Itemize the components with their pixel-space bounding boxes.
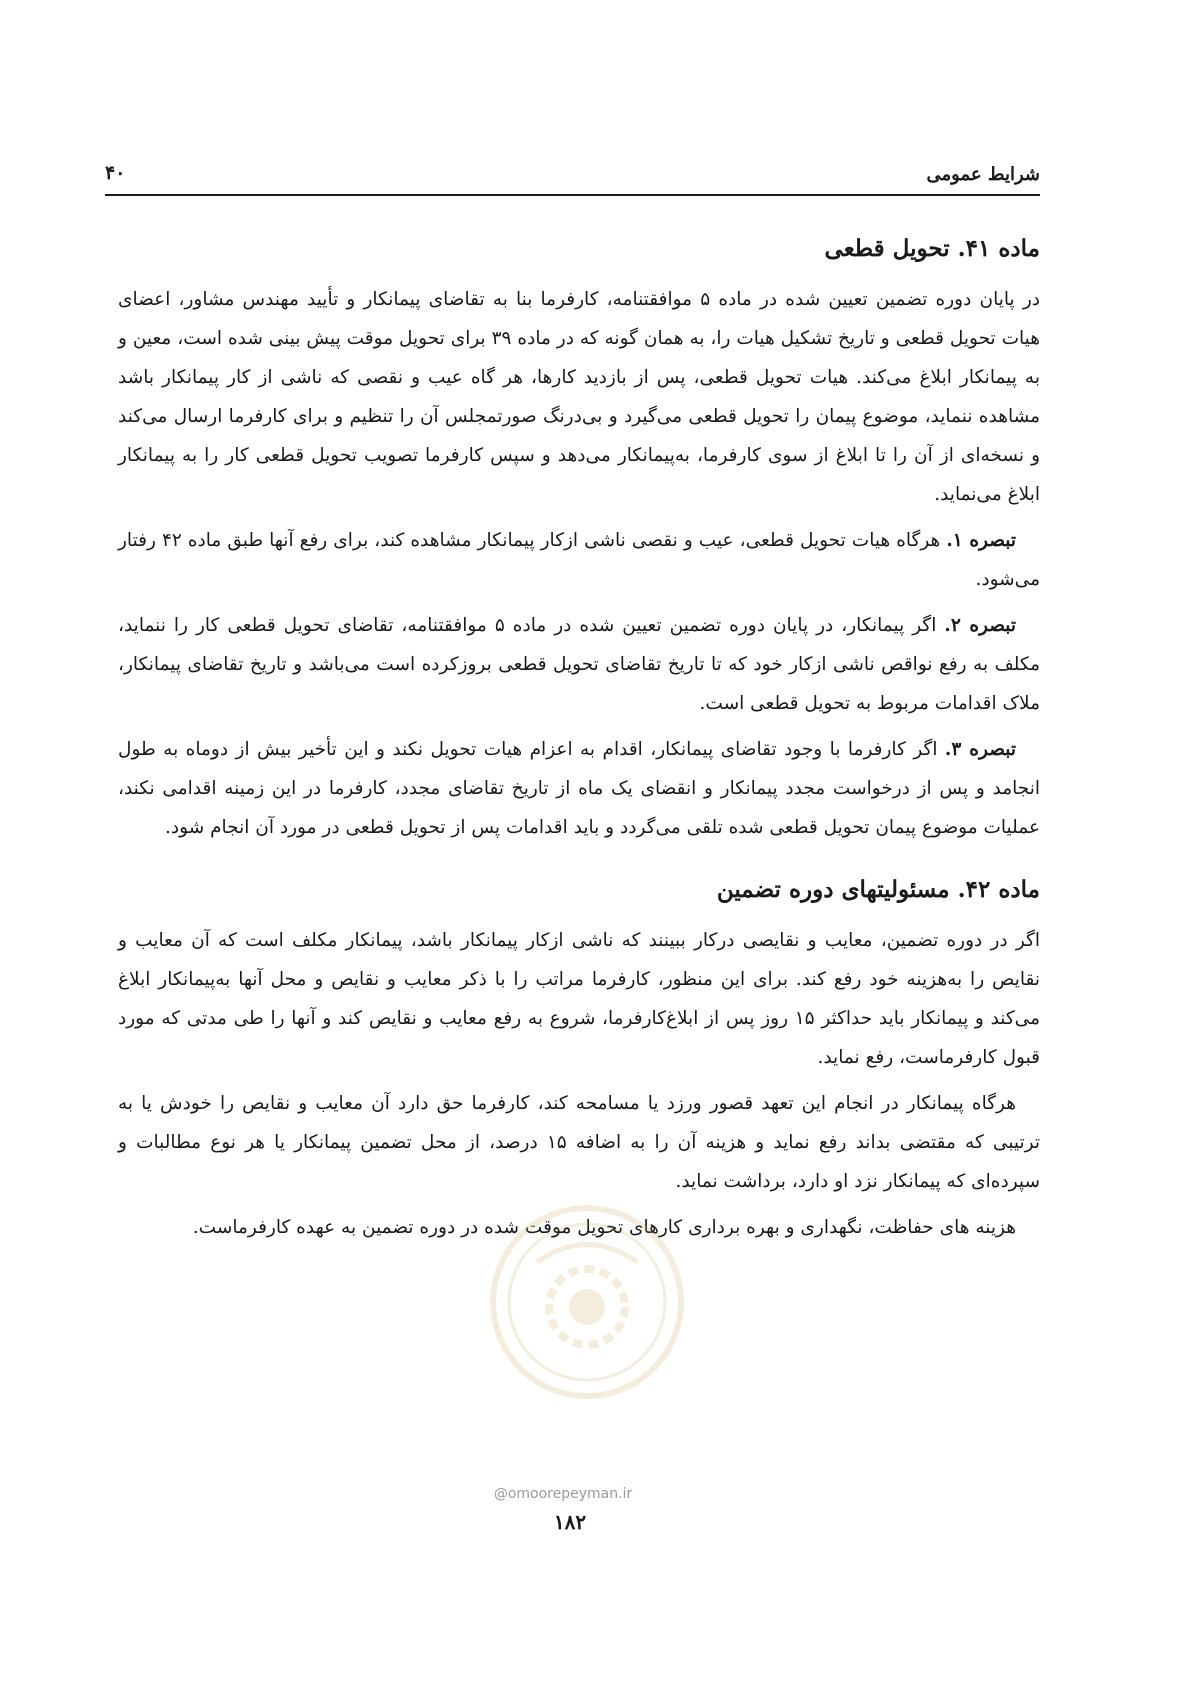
running-header-number: ۴۰ — [105, 162, 126, 184]
note-2-label: تبصره ۲. — [944, 615, 1016, 636]
note-1-text: هرگاه هیات تحویل قطعی، عیب و نقصی ناشی ازکار پیمانکار مشاهده کند، برای رفع آنها طبق ماده ۴۲ رفتار می‌شود. — [118, 530, 1040, 590]
watermark-seal-icon — [487, 1202, 687, 1402]
page-number: ۱۸۲ — [553, 1510, 587, 1534]
article-42-paragraph-3: هزینه های حفاظت، نگهداری و بهره برداری کارهای تحویل موقت شده در دوره تضمین به عهده کارفرماست. — [192, 1217, 1016, 1238]
section-gap — [118, 847, 1040, 873]
article-42-paragraph-2: هرگاه پیمانکار در انجام این تعهد قصور ورزد یا مسامحه کند، کارفرما حق دارد آن معایب و نقایص را خودش یا به ترتیبی که مقتضی بداند رفع نماید و هزینه آن را به اضافه ۱۵ درصد، از محل تضمین پیمانکار یا هر نوع مطالبات و سپرده‌ای که پیمانکار نزد او دارد، برداشت نماید. — [118, 1093, 1041, 1192]
article-41-paragraph: در پایان دوره تضمین تعیین شده در ماده ۵ موافقتنامه، کارفرما بنا به تقاضای پیمانکار و تأیید مهندس مشاور، اعضای هیات تحویل قطعی و تاریخ تشکیل هیات را، به همان گونه که در ماده ۳۹ برای تحویل موقت پیش بینی شده است، معین و به پیمانکار ابلاغ می‌کند. هیات تحویل قطعی، پس از بازدید کارها، هر گاه عیب و نقصی که ناشی از کار پیمانکار باشد مشاهده ننماید، موضوع پیمان را تحویل قطعی می‌گیرد و بی‌درنگ صورتمجلس آن را تنظیم و برای کارفرما ارسال می‌کند و نسخه‌ای از آن را تا ابلاغ از سوی کارفرما، به‌پیمانکار می‌دهد و سپس کارفرما تصویب تحویل قطعی کار را به پیمانکار ابلاغ می‌نماید. — [118, 289, 1040, 505]
article-41-note-1 — [118, 521, 1040, 599]
article-42-heading: ماده ۴۲. مسئولیتهای دوره تضمین — [716, 876, 1040, 903]
article-41-heading: ماده ۴۱. تحویل قطعی — [824, 235, 1040, 262]
article-41-note-3 — [118, 730, 1040, 847]
running-header-title: شرایط عمومی — [926, 164, 1040, 185]
running-header — [105, 158, 1040, 196]
watermark-text: @omoorepeyman.ir — [493, 1486, 633, 1502]
note-3-label: تبصره ۳. — [944, 739, 1016, 760]
article-42-paragraph-1: اگر در دوره تضمین، معایب و نقایصی درکار ببینند که ناشی ازکار پیمانکار باشد، پیمانکار مکلف است که آن معایب و نقایص را به‌هزینه خود رفع کند. برای این منظور، کارفرما مراتب را با ذکر معایب و نقایص و محل آنها به‌پیمانکار ابلاغ می‌کند و پیمانکار باید حداکثر ۱۵ روز پس از ابلاغ‌کارفرما، شروع به رفع معایب و نقایص کند و آنها را طی مدتی که مورد قبول کارفرماست، رفع نماید. — [118, 930, 1040, 1068]
article-41-note-2 — [118, 606, 1040, 723]
page-body — [118, 232, 1040, 1247]
note-2-text: اگر پیمانکار، در پایان دوره تضمین تعیین شده در ماده ۵ موافقتنامه، تقاضای تحویل قطعی کار را ننماید، مکلف به رفع نواقص ناشی ازکار خود که تا تاریخ تقاضای تحویل قطعی بروزکرده است می‌باشد و تاریخ تقاضای پیمانکار، ملاک اقدامات مربوط به تحویل قطعی است. — [118, 615, 1040, 714]
note-3-text: اگر کارفرما با وجود تقاضای پیمانکار، اقدام به اعزام هیات تحویل نکند و این تأخیر بیش از دوماه به طول انجامد و پس از درخواست مجدد پیمانکار و انقضای یک ماه از تاریخ تقاضای مجدد، کارفرما در این زمینه اقدامی نکند، عملیات موضوع پیمان تحویل قطعی شده تلقی می‌گردد و باید اقدامات پس از تحویل قطعی در مورد آن انجام شود. — [118, 739, 1040, 838]
note-1-label: تبصره ۱. — [946, 530, 1016, 551]
